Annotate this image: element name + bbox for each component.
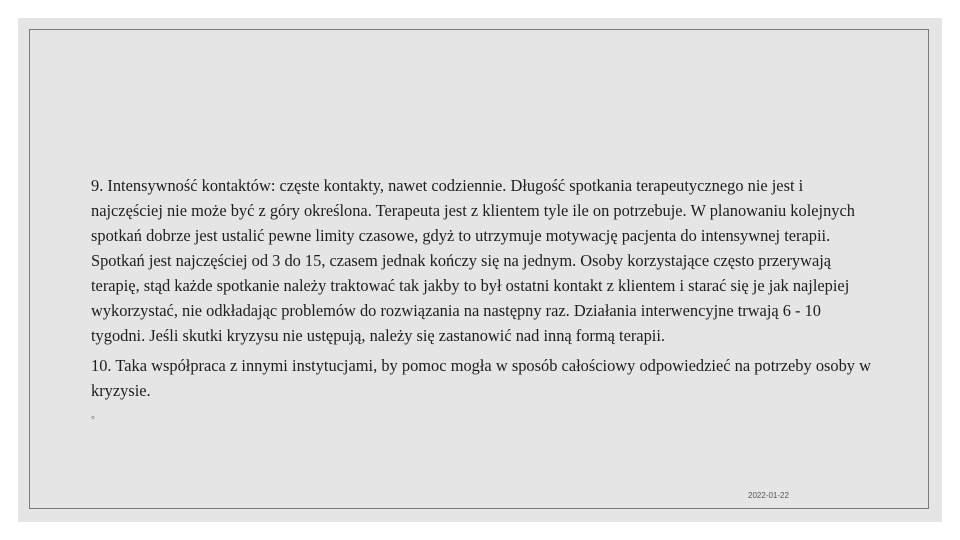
empty-bullet-icon: ◦ [91, 412, 95, 424]
paragraph-institution-cooperation: 10. Taka współpraca z innymi instytucjami, by pomoc mogła w sposób całościowy odpowiedzieć na potrzeby osoby w kryzysie. [91, 356, 871, 400]
slide [18, 18, 942, 522]
paragraph-contact-intensity: 9. Intensywność kontaktów: częste kontakty, nawet codziennie. Długość spotkania terapeutycznego nie jest i najczęściej nie może być z góry określona. Terapeuta jest z klientem tyle ile on potrzebuje. W planowaniu kolejnych spotkań dobrze jest ustalić pewne limity czasowe, gdyż to utrzymuje motywację pacjenta do intensywnej terapii. Spotkań jest najczęściej od 3 do 15, czasem jednak kończy się na jednym. Osoby korzystające często przerywają terapię, stąd każde spotkanie należy traktować tak jakby to był ostatni kontakt z klientem i starać się je jak najlepiej wykorzystać, nie odkładając problemów do rozwiązania na następny raz. Działania interwencyjne trwają 6 - 10 tygodni. Jeśli skutki kryzysu nie ustępują, należy się zastanowić nad inną formą terapii. [91, 176, 855, 345]
slide-date: 2022-01-22 [748, 491, 789, 500]
slide-content [91, 173, 871, 425]
